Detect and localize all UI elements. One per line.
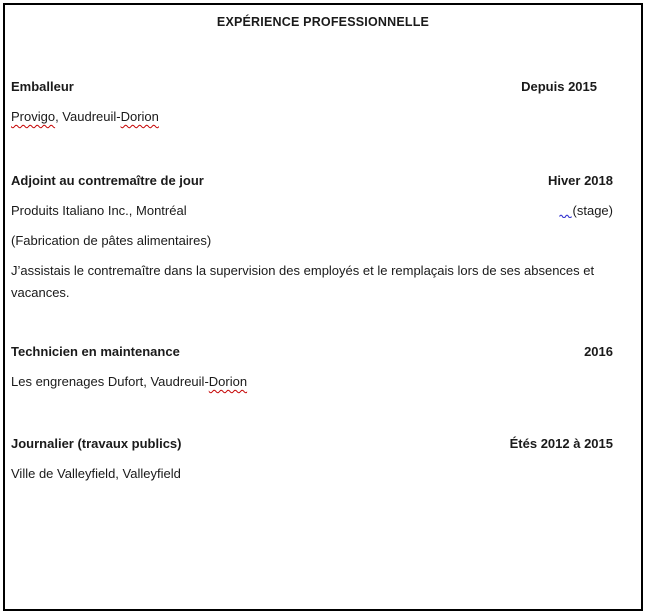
- job-period: Étés 2012 à 2015: [509, 436, 613, 451]
- activity-line: (Fabrication de pâtes alimentaires): [11, 233, 212, 248]
- employer-line: [11, 372, 613, 392]
- job-period: Hiver 2018: [547, 173, 613, 188]
- employer-text: Produits Italiano Inc., Montréal: [11, 203, 187, 218]
- experience-entry-header: [11, 77, 613, 97]
- employer-line: [11, 201, 613, 221]
- job-title: Journalier (travaux publics): [11, 436, 182, 451]
- misspelled-word: Dorion: [208, 374, 248, 389]
- job-title: Adjoint au contremaître de jour: [11, 173, 204, 188]
- experience-entry-header: [11, 434, 613, 454]
- employer-text: Les engrenages Dufort, Vaudreuil-: [11, 374, 209, 389]
- experience-entry-header: [11, 171, 613, 191]
- experience-entry-header: [11, 342, 613, 362]
- employer-line: Ville de Valleyfield, Valleyfield: [11, 466, 181, 481]
- job-description: J’assistais le contremaître dans la supervision des employés et le remplaçais lors de ses absences et vacances.: [11, 263, 595, 300]
- employer-text: , Vaudreuil-: [55, 109, 121, 124]
- employer-line: [11, 107, 613, 127]
- document-page: [3, 3, 643, 611]
- misspelled-word: Provigo: [11, 109, 56, 124]
- job-period: 2016: [584, 344, 613, 359]
- stage-note-group: [559, 201, 613, 221]
- section-title: EXPÉRIENCE PROFESSIONNELLE: [216, 15, 430, 29]
- job-period: Depuis 2015: [521, 79, 597, 94]
- job-title: Technicien en maintenance: [11, 344, 180, 359]
- misspelled-word: Dorion: [120, 109, 159, 124]
- stage-note: (stage): [572, 203, 613, 218]
- job-title: Emballeur: [11, 79, 74, 94]
- grammar-squiggle-icon: [559, 213, 572, 218]
